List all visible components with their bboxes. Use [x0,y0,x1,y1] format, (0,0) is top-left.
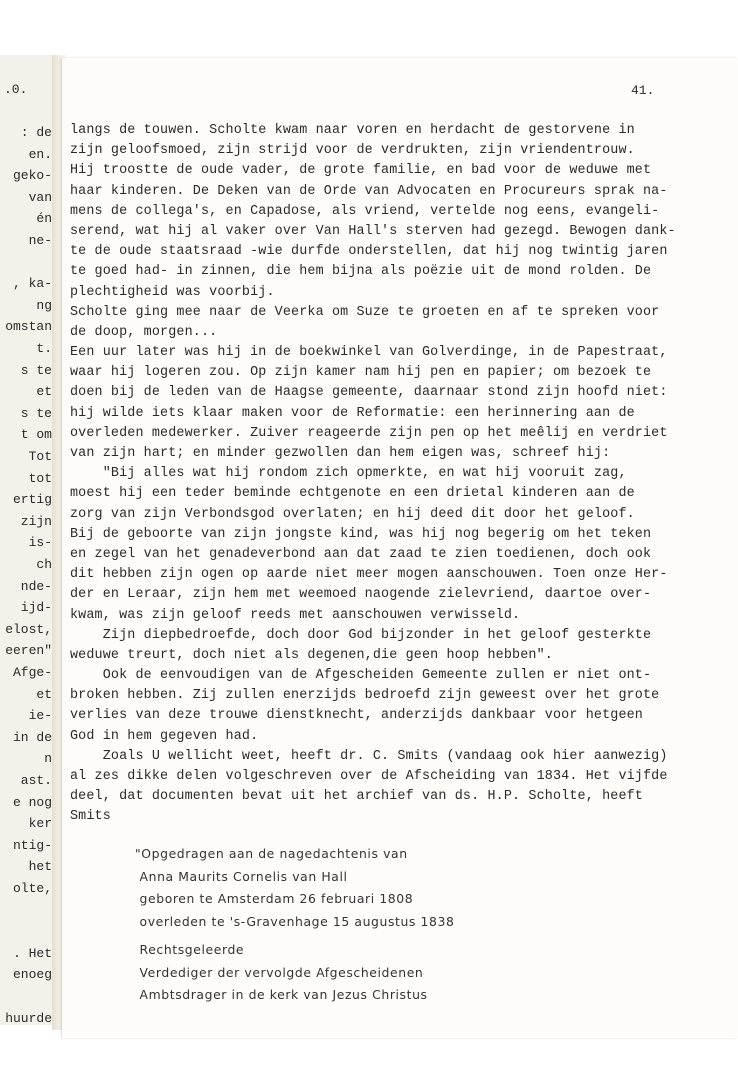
left-fragment: huurde [5,1010,52,1025]
left-fragment: , ka- [12,276,52,292]
text-line: weduwe treurt, doch niet als degenen,die geen hoop hebben". [70,647,553,663]
left-fragment: enoeg [12,967,52,983]
left-fragment: Tot [28,449,52,464]
left-fragment: ertig [12,492,52,508]
left-fragment: nde- [20,578,52,594]
text-line: van zijn hart; en minder gezwollen dan hem eigen was, schreef hij: [70,446,611,461]
text-line: der en Leraar, zijn hem met weemoed naogende zielevriend, daartoe over- [70,587,652,603]
text-line: zorg van zijn Verbondsgod overlaten; en hij deed dit door het geloof. [70,506,635,522]
text-line: overleden medewerker. Zuiver reageerde zijn pen op het meêlij en verdriet [70,425,668,441]
left-fragment: eeren" [5,643,52,659]
text-line: kwam, was zijn geloof reeds met aanschouwen verwisseld. [70,607,521,623]
left-fragment: s te [20,405,52,421]
text-line: te goed had- in zinnen, die hem bijna als poëzie uit de mond rolden. De [70,264,652,280]
text-line: Smits [70,809,111,825]
text-line: moest hij een teder beminde echtgenote en een drietal kinderen aan de [70,486,635,502]
text-line: broken hebben. Zij zullen enerzijds bedroefd zijn geweest over het grote [70,688,660,704]
left-fragment: . Het [12,945,52,961]
left-fragment: ch [36,557,52,572]
quote-line: Anna Maurits Cornelis van Hall [135,868,348,884]
left-fragment: et [36,384,52,400]
text-line: serend, wat hij al vaker over Van Hall's sterven had gezegd. Bewogen dank- [70,223,676,239]
text-line: zijn geloofsmoed, zijn strijd voor de verdrukten, zijn vriendentrouw. [70,143,635,159]
quote-line: Ambtsdrager in de kerk van Jezus Christus [135,987,428,1002]
text-line: Hij troostte de oude vader, de grote familie, en bad voor de weduwe met [70,163,652,179]
left-fragment: ijd- [20,600,52,616]
text-line: doen bij de leden van de Haagse gemeente, daarnaar stond zijn hoofd niet: [70,385,668,401]
text-line: al zes dikke delen volgeschreven over de Afscheiding van 1834. Het vijfde [70,769,668,784]
left-fragment: ie- [28,708,52,724]
left-fragment: zijn [20,513,52,529]
left-fragment: én [36,211,52,227]
text-line: verlies van deze trouwe dienstknecht, anderzijds dankbaar voor hetgeen [70,708,643,724]
quote-line: "Opgedragen aan de nagedachtenis van [135,846,408,861]
left-fragment: omstan [5,319,52,335]
page-number: 41. [631,83,655,98]
left-fragment: : de [20,125,52,140]
text-line: deel, dat documenten bevat uit het archief van ds. H.P. Scholte, heeft [70,789,643,805]
text-line: hij wilde iets klaar maken voor de Reformatie: een herinnering aan de [70,405,635,421]
left-fragment: Afge- [12,665,52,680]
left-fragment: n [44,751,52,767]
left-fragment: t om [20,427,52,443]
text-line: Zijn diepbedroefde, doch door God bijzonder in het geloof gesterkte [70,627,652,643]
body-text [70,121,720,828]
left-fragment: het [28,859,52,875]
left-fragment: ntig- [12,837,52,853]
left-fragment: et [36,686,52,702]
text-line: te de oude staatsraad -wie durfde onderstellen, dat hij nog twintig jaren [70,244,668,260]
left-fragment: elost, [5,621,52,637]
left-fragment: en. [28,146,52,162]
text-line: de doop, morgen... [70,324,218,340]
text-line: Een uur later was hij in de boekwinkel van Golverdinge, in de Papestraat, [70,345,668,361]
quote-line: geboren te Amsterdam 26 februari 1808 [135,891,414,906]
left-page-fragment [0,55,59,1025]
left-fragment: geko- [12,168,52,184]
text-line: waar hij logeren zou. Op zijn kamer nam hij pen en papier; om bezoek te [70,365,652,381]
left-fragment: in de [12,729,52,745]
quote-line: Rechtsgeleerde [135,942,245,957]
text-line: langs de touwen. Scholte kwam naar voren en herdacht de gestorvene in [70,123,635,138]
text-line: dit hebben zijn ogen op aarde niet meer mogen aanschouwen. Toen onze Her- [70,567,668,583]
left-fragment: van [28,189,52,205]
left-fragment: ne- [28,233,52,248]
left-fragment: t. [36,341,52,356]
text-line: "Bij alles wat hij rondom zich opmerkte, en wat hij vooruit zag, [70,466,627,482]
left-page-number: .0. [4,82,28,97]
left-fragment: e nog [12,794,52,810]
quote-line: Verdediger der vervolgde Afgescheidenen [135,964,424,980]
text-line: God in hem gegeven had. [70,728,259,744]
text-line: mens de collega's, en Capadose, als vriend, vertelde nog eens, evangeli- [70,203,660,219]
left-fragment: olte, [12,881,52,896]
left-fragment: ker [28,816,52,832]
text-line: Scholte ging mee naar de Veerka om Suze te groeten en af te spreken voor [70,304,660,320]
left-fragment: ast. [20,773,52,788]
left-fragment: ng [36,297,52,313]
text-line: en zegel van het genadeverbond aan dat zaad te zien toedienen, doch ook [70,546,652,562]
text-line: haar kinderen. De Deken van de Orde van Advocaten en Procureurs sprak na- [70,183,668,199]
text-line: Bij de geboorte van zijn jongste kind, was hij nog begerig om het teken [70,526,652,542]
quote-line: overleden te 's-Gravenhage 15 augustus 1838 [135,913,455,929]
left-fragment: s te [20,362,52,378]
dedication-quote [135,843,675,1007]
text-line: plechtigheid was voorbij. [70,284,275,300]
left-fragment: is- [28,535,52,551]
text-line: Ook de eenvoudigen van de Afgescheiden Gemeente zullen er niet ont- [70,668,652,684]
text-line: Zoals U wellicht weet, heeft dr. C. Smits (vandaag ook hier aanwezig) [70,748,668,764]
left-fragment: tot [28,470,52,486]
